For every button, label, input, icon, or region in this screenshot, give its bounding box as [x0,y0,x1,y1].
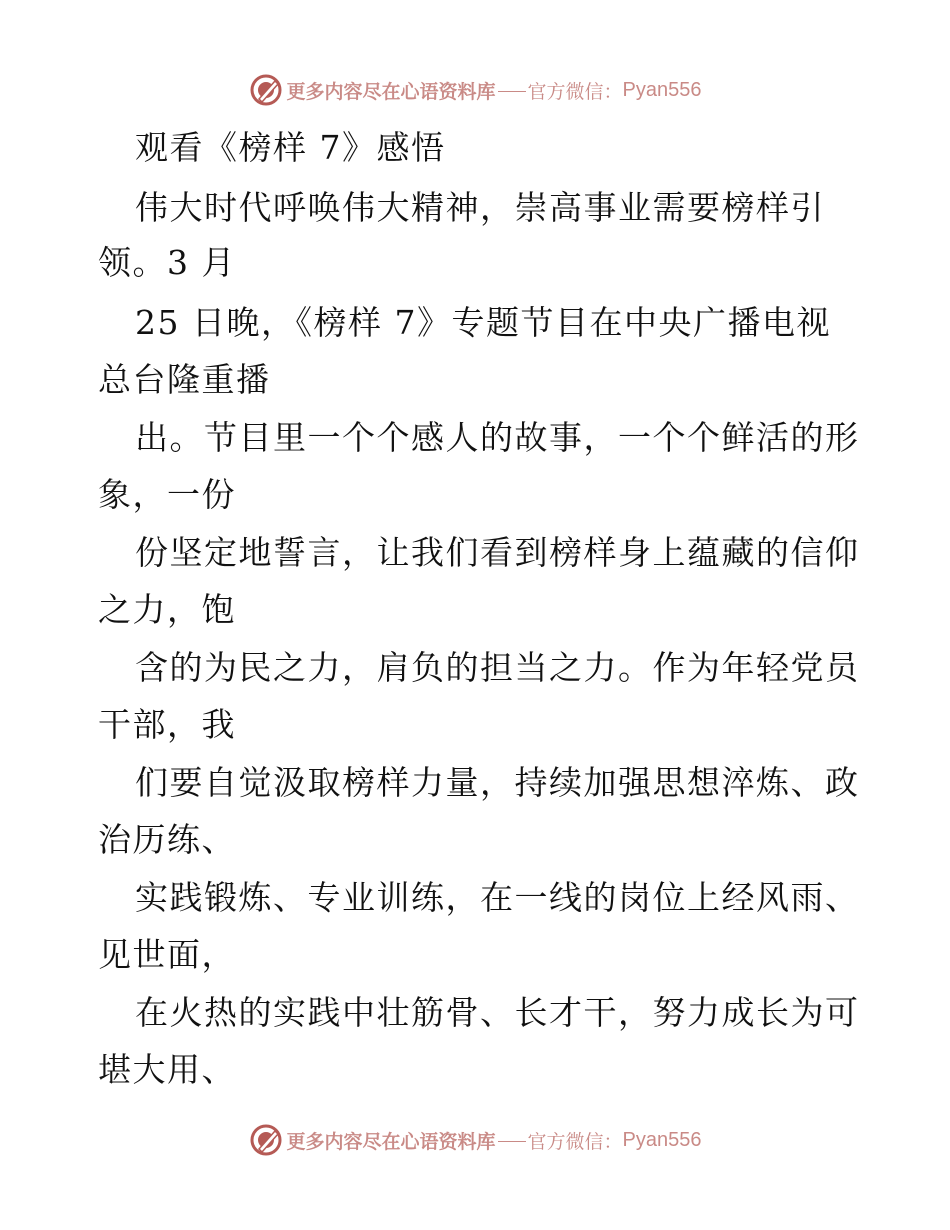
doc-line: 在火热的实践中壮筋骨、长才干，努力成长为可 [135,993,860,1032]
pen-logo-icon [249,73,283,107]
doc-line: 总台隆重播 [98,360,271,399]
doc-title: 观看《榜样 7》感悟 [135,128,446,167]
doc-line: 出。节目里一个个感人的故事，一个个鲜活的形 [135,418,860,457]
doc-line: 见世面， [98,935,236,974]
footer-banner [0,1120,950,1160]
banner-wechat-label: 官方微信： [527,80,623,103]
doc-line: 之力，饱 [98,590,236,629]
banner-dash [498,1141,526,1142]
pen-logo-icon [249,1123,283,1157]
doc-line: 含的为民之力，肩负的担当之力。作为年轻党员 [135,648,860,687]
doc-line: 实践锻炼、专业训练，在一线的岗位上经风雨、 [135,878,860,917]
banner-wechat-id: Pyan556 [622,1128,702,1151]
banner-wechat-label: 官方微信： [527,1130,623,1153]
doc-line: 堪大用、 [98,1050,236,1089]
banner-wechat-id: Pyan556 [622,78,702,101]
doc-line: 治历练、 [98,820,236,859]
doc-line: 干部，我 [98,705,236,744]
doc-line: 25 日晚，《榜样 7》专题节目在中央广播电视 [135,303,831,342]
banner-brand-text: 更多内容尽在心语资料库 [286,80,496,103]
banner-dash [498,91,526,92]
doc-line: 伟大时代呼唤伟大精神，崇高事业需要榜样引 [135,188,825,227]
banner-brand-text: 更多内容尽在心语资料库 [286,1130,496,1153]
doc-line: 份坚定地誓言，让我们看到榜样身上蕴藏的信仰 [135,533,860,572]
header-banner [0,70,950,110]
doc-line: 象，一份 [98,475,236,514]
doc-line: 们要自觉汲取榜样力量，持续加强思想淬炼、政 [135,763,860,802]
doc-line: 领。3 月 [98,243,236,282]
